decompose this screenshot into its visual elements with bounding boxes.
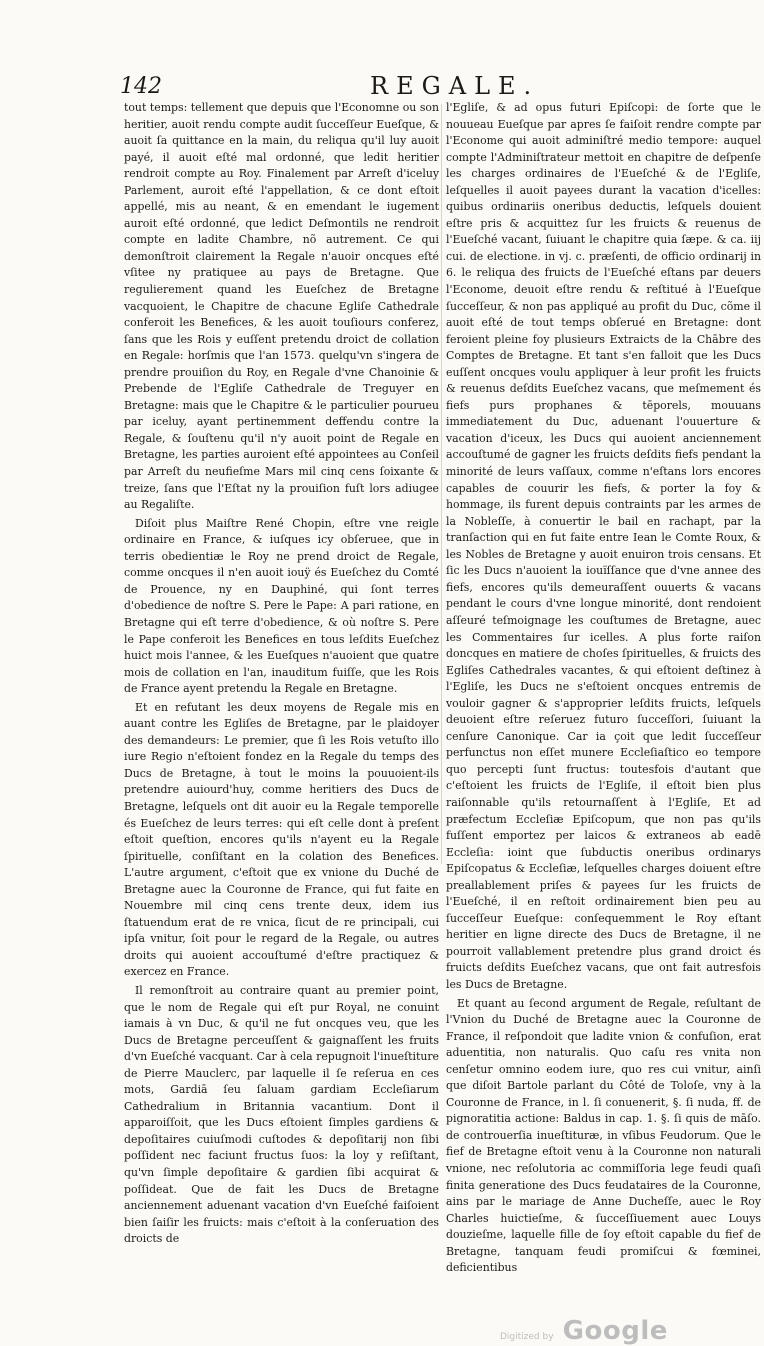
left-paragraph-4: Il remonſtroit au contraire quant au premier point, que le nom de Regale qui eſt pur Royal, ne conuint iamais à vn Duc, & qu'il ne fut oncques veu, que les Ducs de Bretagne perceuſſent & gaignaſſent les fruits d'vn Eueſché vacquant. Car à cela repugnoit l'inueſtiture de Pierre Mauclerc, par laquelle il ſe reſerua en ces mots, Gardiā ſeu ſaluam gardiam Eccleſiarum Cathedralium in Britannia vacantium. Dont il apparoiſſoit, que les Ducs eſtoient ſimples gardiens & depoſitaires cuiuſmodi cuſtodes & depoſitarij non ſibi poſſident nec faciunt fructus ſuos: la loy y reſiſtant, qu'vn ſimple depoſitaire & gardien ſibi acquirat & poſſideat. Que de fait les Ducs de Bretagne anciennement aduenant vacation d'vn Eueſché faiſoient bien ſaiſir les fruicts: mais c'eſtoit à la conſeruation des droicts de	[124, 983, 439, 1246]
left-paragraph-2: Diſoit plus Maiſtre René Chopin, eſtre vne reigle ordinaire en France, & iuſques icy obſeruee, que in terris obedientiæ le Roy ne prend droict de Regale, comme oncques il n'en auoit iouÿ és Eueſchez du Comté de Prouence, ny en Dauphiné, qui ſont terres d'obedience de noſtre S. Pere le Pape: A pari ratione, en Bretagne qui eſt terre d'obedience, & où noſtre S. Pere le Pape conferoit les Benefices en tous leſdits Eueſchez huict mois l'annee, & les Eueſques n'auoient que quatre mois de collation en l'an, inauditum fuiſſe, que les Rois de France ayent pretendu la Regale en Bretagne.	[124, 516, 439, 696]
right-paragraph-2: Et quant au ſecond argument de Regale, reſultant de l'Vnion du Duché de Bretagne auec la Couronne de France, il reſpondoit que ladite vnion & confuſion, erat aduentitia, non naturalis. Quo caſu res vnita non cenſetur omnino eodem iure, quo res cui vnitur, ainſi que diſoit Bartole parlant du Côté de Toloſe, vny à la Couronne de France, in l. ſi conuenerit, §. ſi nuda, ff. de pignoratitia actione: Baldus in cap. 1. §. ſi quis de māſo. de controuerſia inueſtituræ, in vſibus Feudorum. Que le fief de Bretagne eſtoit venu à la Couronne non naturali vnione, nec reſolutoria ac commiſſoria lege feudi quaſi finita generatione des Ducs feudataires de la Couronne, ains par le mariage de Anne Ducheſſe, auec le Roy Charles huictieſme, & ſucceſſiuement auec Louys douzieſme, laquelle fille de ſoy eſtoit capable du fief de Bretagne, tanquam feudi promiſcui & fœminei, deficientibus	[446, 996, 761, 1275]
page-number: 142	[120, 74, 162, 99]
digitized-by-watermark	[500, 1316, 668, 1346]
running-title: REGALE.	[370, 72, 540, 100]
left-column	[124, 100, 439, 1248]
running-head	[0, 72, 764, 102]
digitized-by-label: Digitized by	[500, 1332, 554, 1342]
right-column	[446, 100, 761, 1277]
column-divider	[441, 104, 442, 864]
google-logo: Google	[562, 1316, 668, 1346]
left-paragraph-3: Et en refutant les deux moyens de Regale mis en auant contre les Egliſes de Bretagne, par le plaidoyer des demandeurs: Le premier, que ſi les Rois vetuſto illo iure Regio n'eſtoient fondez en la Regale du temps des Ducs de Bretagne, à tout le moins la pouuoient-ils pretendre auiourd'huy, comme heritiers des Ducs de Bretagne, leſquels ont dit auoir eu la Regale temporelle és Eueſchez de leurs terres: qui eſt celle dont à preſent eſtoit queſtion, encores qu'ils n'ayent eu la Regale ſpirituelle, conſiſtant en la colation des Benefices. L'autre argument, c'eſtoit que ex vnione du Duché de Bretagne auec la Couronne de France, qui fut faite en Nouembre mil cinq cens trente deux, idem ius ſtatuendum erat de re vnica, ſicut de re principali, cui ipſa vnitur, ſoit pour le regard de la Regale, ou autres droits qui auoient accouſtumé d'eſtre practiquez & exercez en France.	[124, 700, 439, 979]
left-paragraph-1: tout temps: tellement que depuis que l'Economne ou son heritier, auoit rendu compte audit ſucceſſeur Eueſque, & auoit ſa quittance en la main, du reliqua qu'il luy auoit payé, il auoit eſté mal ordonné, que ledit heritier rendroit compte au Roy. Finalement par Arreſt d'iceluy Parlement, auroit eſté l'appellation, & ce dont eſtoit appellé, mis au neant, & en emendant le iugement auroit eſté ordonné, que ledict Deſmontils ne rendroit compte en ladite Chambre, nõ autrement. Ce qui demonſtroit clairement la Regale n'auoir oncques eſté vſitee ny pratiquee au pays de Bretagne. Que regulierement quand les Eueſchez de Bretagne vacquoient, le Chapitre de chacune Egliſe Cathedrale conferoit les Benefices, & les auoit touſiours conferez, ſans que les Rois y euſſent pretendu droict de collation en Regale: horſmis que l'an 1573. quelqu'vn s'ingera de prendre prouiſion du Roy, en Regale d'vne Chanoinie & Prebende de l'Egliſe Cathedrale de Treguyer en Bretagne: mais que le Chapitre & le particulier pourueu par iceluy, ayant pertinemment deffendu contre la Regale, & ſouſtenu qu'il n'y auoit point de Regale en Bretagne, les parties auroient eſté appointees au Conſeil par Arreſt du neufieſme Mars mil cinq cens ſoixante & treize, ſans que l'Eſtat ny la prouiſion fuſt lors adiugee au Regaliſte.	[124, 101, 439, 512]
right-paragraph-1: l'Egliſe, & ad opus futuri Epiſcopi: de ſorte que le nouueau Eueſque par apres ſe faiſoit rendre compte par l'Econome qui auoit adminiſtré medio tempore: auquel compte l'Adminiſtrateur mettoit en chapitre de deſpenſe les charges ordinaires de l'Eueſché & de l'Egliſe, leſquelles il auoit payees durant la vacation d'icelles: quibus ordinariis oneribus deductis, leſquels douient eſtre pris & acquittez ſur les fruicts & reuenus de l'Eueſché vacant, ſuiuant le chapitre quia ſæpe. & ca. iij cui. de electione. in vj. c. præſenti, de officio ordinarij in 6. le reliqua des fruicts de l'Eueſché eſtans par deuers l'Econome, deuoit eſtre rendu & reſtitué à l'Eueſque ſucceſſeur, & non pas appliqué au profit du Duc, cõme il auoit eſté de tout temps obſerué en Bretagne: dont feroient pleine foy plusieurs Extraicts de la Chābre des Comptes de Bretagne. Et tant s'en falloit que les Ducs euſſent oncques voulu appliquer à leur profit les fruicts & reuenus deſdits Eueſchez vacans, que meſmement és fiefs purs prophanes & tēporels, mouuans immediatement du Duc, aduenant l'ouuerture & vacation d'iceux, les Ducs qui auoient anciennement accouſtumé de gagner les fruicts deſdits fiefs pendant la minorité de leurs vaſſaux, comme n'eſtans lors encores capables de couurir les fiefs, & porter la foy & hommage, ils furent depuis contraints par les armes de la Nobleſſe, à conuertir le bail en rachapt, par la tranſaction qui en fut faite entre Iean le Comte Roux, & les Nobles de Bretagne y auoit enuiron trois censans. Et ſic les Ducs n'auoient la iouïſſance que d'vne annee des fiefs, encores qu'ils demeuraſſent ouuerts & vacans pendant le cours d'vne longue minorité, dont rendoient aſſeuré teſmoignage les couſtumes de Bretagne, auec les Commentaires ſur icelles. A plus forte raiſon doncques en matiere de choſes ſpirituelles, & fruicts des Egliſes Cathedrales vacantes, & qui eſtoient deſtinez à l'Egliſe, les Ducs ne s'eſtoient oncques entremis de vouloir gagner & s'approprier leſdits fruicts, leſquels deuoient eſtre reſeruez futuro ſucceſſori, ſuiuant la cenſure Canonique. Car ia çoit que ledit ſucceſſeur perfunctus non eſſet munere Eccleſiaſtico eo tempore quo percepti ſunt fructus: toutesfois d'autant que c'eſtoient les fruicts de l'Egliſe, il eſtoit bien plus raiſonnable qu'ils retournaſſent à l'Egliſe, Et ad præfectum Eccleſiæ Epiſcopum, que non pas qu'ils fuſſent emportez per laicos & extraneos ab eadē Eccleſia: ioint que ſubductis oneribus ordinarys Epiſcopatus & Eccleſiæ, leſquelles charges doiuent eſtre preallablement priſes & payees ſur les fruicts de l'Eueſché, il en reſtoit ordinairement bien peu au ſucceſſeur Eueſque: conſequemment le Roy eſtant heritier en ligne directe des Ducs de Bretagne, il ne pourroit vallablement pretendre plus grand droict és fruicts deſdits Eueſchez vacans, que ont fait autresfois les Ducs de Bretagne.	[446, 101, 761, 991]
